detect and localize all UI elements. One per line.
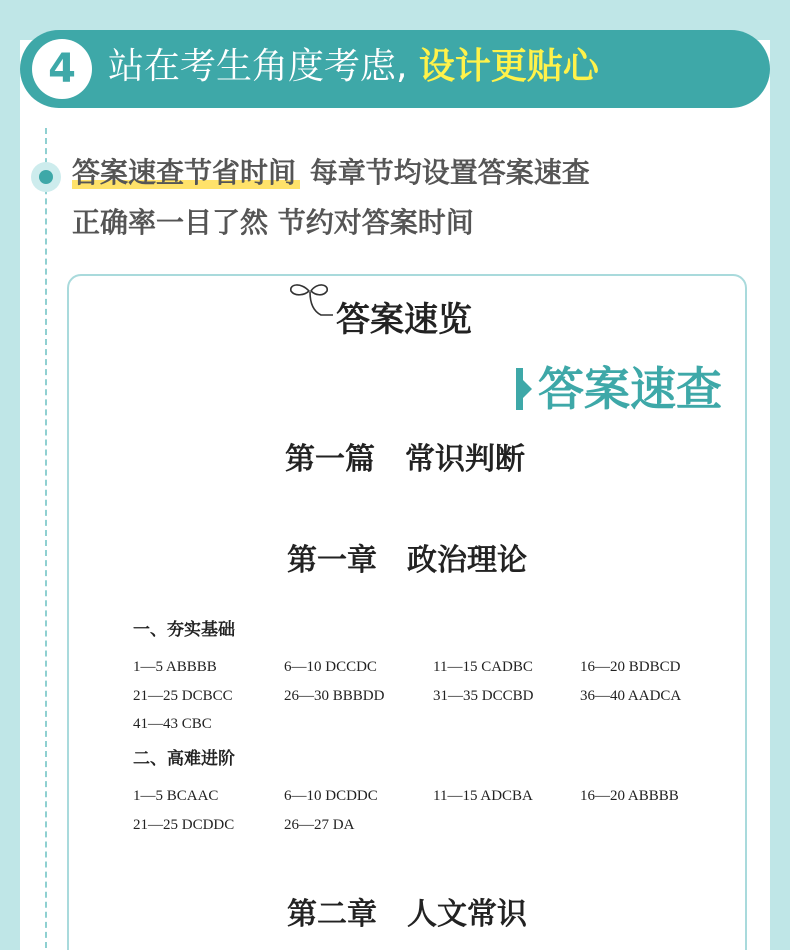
answer-range: 16—20 BDBCD bbox=[580, 659, 681, 675]
answer-range: 31—35 DCCBD bbox=[433, 688, 534, 704]
answer-range: 16—20 ABBBB bbox=[580, 788, 679, 804]
banner-title bbox=[108, 44, 599, 90]
intro-line-1-rest: 每章节均设置答案速查 bbox=[309, 156, 590, 189]
answer-range: 26—27 DA bbox=[284, 817, 355, 833]
answer-range: 36—40 AADCA bbox=[580, 688, 682, 704]
quick-label-arrow-icon bbox=[523, 380, 532, 398]
banner-title-highlight: 设计更贴心 bbox=[418, 46, 599, 87]
timeline-dot-center bbox=[39, 170, 53, 184]
chapter-1-title: 第一章 政治理论 bbox=[287, 543, 527, 578]
answer-range: 26—30 BBBDD bbox=[284, 688, 385, 704]
answer-range: 6—10 DCDDC bbox=[284, 788, 378, 804]
section-2-title: 二、高难进阶 bbox=[133, 749, 235, 769]
intro-line-2: 正确率一目了然 节约对答案时间 bbox=[72, 206, 474, 239]
quick-check-label: 答案速查 bbox=[538, 362, 722, 416]
answer-range: 11—15 ADCBA bbox=[433, 788, 533, 804]
chapter-2-title: 第二章 人文常识 bbox=[287, 897, 527, 932]
banner-title-plain: 站在考生角度考虑, bbox=[108, 46, 408, 87]
answer-range: 21—25 DCDDC bbox=[133, 817, 235, 833]
timeline-dashed-line bbox=[45, 128, 47, 950]
answer-range: 6—10 DCCDC bbox=[284, 659, 377, 675]
quick-label-bar bbox=[516, 368, 523, 410]
intro-line-1 bbox=[72, 155, 590, 191]
sprout-icon bbox=[287, 283, 335, 325]
answer-range: 1—5 BCAAC bbox=[133, 788, 219, 804]
card-title: 答案速览 bbox=[336, 300, 472, 340]
answer-range: 41—43 CBC bbox=[133, 716, 212, 732]
answer-range: 21—25 DCBCC bbox=[133, 688, 233, 704]
answer-range: 11—15 CADBC bbox=[433, 659, 533, 675]
intro-highlight: 答案速查节省时间 bbox=[72, 156, 300, 189]
part-title: 第一篇 常识判断 bbox=[285, 442, 525, 477]
feature-number-badge: 4 bbox=[32, 39, 92, 99]
section-1-title: 一、夯实基础 bbox=[133, 620, 235, 640]
answer-range: 1—5 ABBBB bbox=[133, 659, 217, 675]
